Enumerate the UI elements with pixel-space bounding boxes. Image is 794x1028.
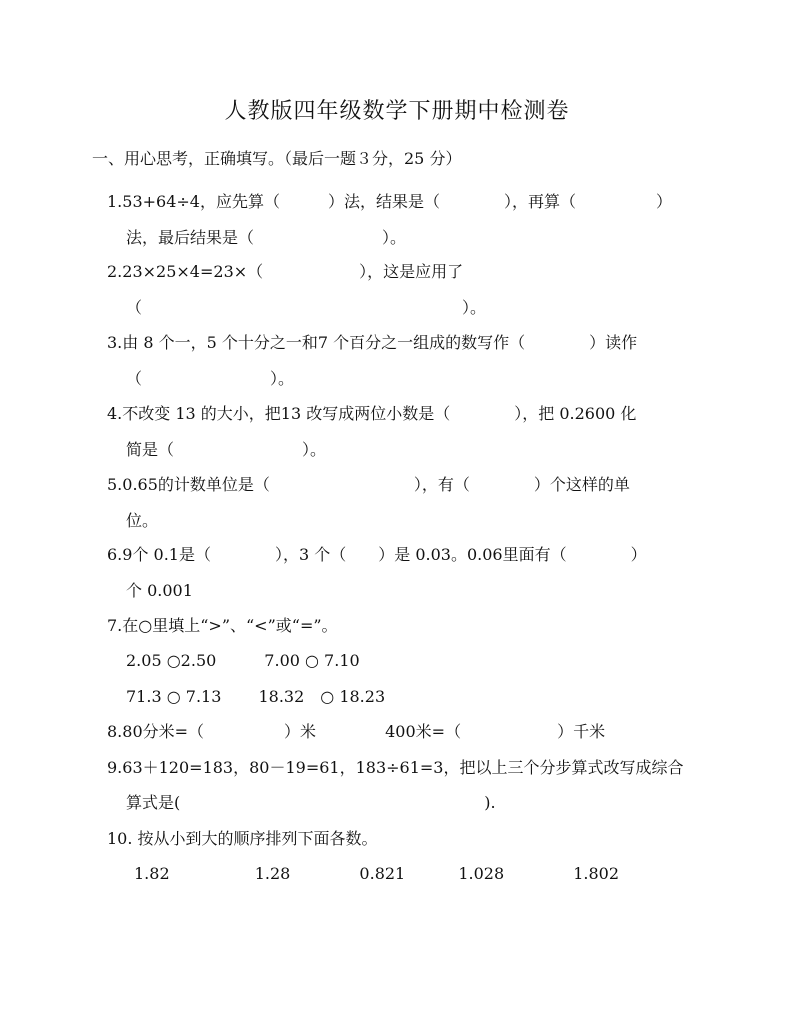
question-1-line2: 法，最后结果是（ ）。 [126,228,407,247]
question-8-line1: 8.80分米=（ ）米 400米=（ ）千米 [107,722,606,741]
question-3-line1: 3.由 8 个一，5 个十分之一和7 个百分之一组成的数写作（ ）读作 [107,333,638,352]
question-5-line1: 5.0.65的计数单位是（ ），有（ ）个这样的单 [107,475,630,494]
question-10-numbers: 1.82 1.28 0.821 1.028 1.802 [134,864,620,883]
question-2-line2: （ ）。 [126,298,487,317]
question-7-line1: 7.在○里填上“>”、“<”或“=”。 [107,616,338,635]
question-10-line1: 10. 按从小到大的顺序排列下面各数。 [107,829,378,848]
question-5-line2: 位。 [126,511,159,530]
question-1-line1: 1.53+64÷4，应先算（ ）法，结果是（ ），再算（ ） [107,192,672,211]
question-7-line3: 71.3 ○ 7.13 18.32 ○ 18.23 [126,687,386,706]
page-title: 人教版四年级数学下册期中检测卷 [224,99,570,124]
question-9-line2: 算式是( ). [126,793,496,812]
question-9-line1: 9.63＋120=183，80－19=61，183÷61=3，把以上三个分步算式改写成综合 [107,758,684,777]
question-4-line2: 简是（ ）。 [126,440,327,459]
question-2-line1: 2.23×25×4=23×（ ），这是应用了 [107,262,464,281]
section-heading: 一、用心思考，正确填写。（最后一题３分，25 分） [92,149,462,168]
question-3-line2: （ ）。 [126,369,295,388]
question-7-line2: 2.05 ○2.50 7.00 ○ 7.10 [126,651,360,670]
question-6-line2: 个 0.001 [126,581,193,600]
question-4-line1: 4.不改变 13 的大小，把13 改写成两位小数是（ ），把 0.2600 化 [107,404,637,423]
question-6-line1: 6.9个 0.1是（ ），3 个（ ）是 0.03。0.06里面有（ ） [107,545,647,564]
